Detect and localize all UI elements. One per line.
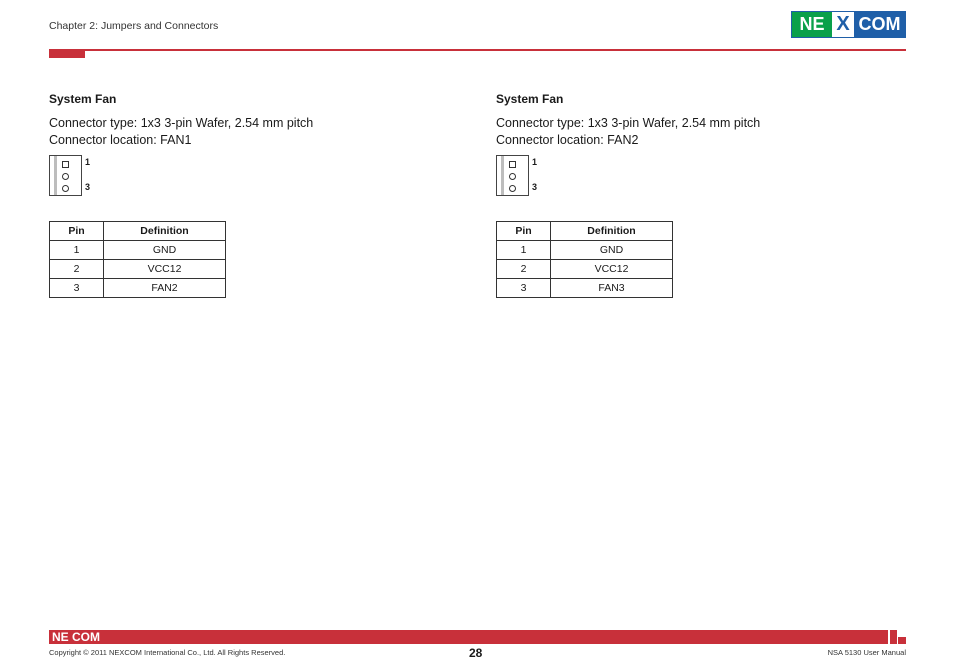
pin-definition-table xyxy=(49,221,226,298)
cell-pin: 2 xyxy=(50,260,104,279)
footer-square xyxy=(898,637,906,644)
footer-square xyxy=(890,637,897,644)
pin-label-last: 3 xyxy=(85,182,91,192)
table-row xyxy=(497,279,673,298)
cell-definition: FAN2 xyxy=(104,279,226,298)
header-tab xyxy=(49,49,85,58)
header-pin: Pin xyxy=(497,222,551,241)
pin-circle-icon xyxy=(62,173,69,180)
footer-square xyxy=(890,630,897,637)
table-row xyxy=(497,260,673,279)
cell-pin: 1 xyxy=(497,241,551,260)
table-row xyxy=(50,279,226,298)
connector-body xyxy=(49,155,82,196)
footer-logo: NE COM xyxy=(52,630,100,644)
manual-title: NSA 5130 User Manual xyxy=(827,648,906,657)
connector-rail xyxy=(501,156,504,195)
logo-com: COM xyxy=(854,12,905,37)
pin-square-icon xyxy=(509,161,516,168)
header-definition: Definition xyxy=(551,222,673,241)
header-pin: Pin xyxy=(50,222,104,241)
pin-circle-icon xyxy=(509,185,516,192)
cell-definition: VCC12 xyxy=(551,260,673,279)
cell-definition: VCC12 xyxy=(104,260,226,279)
cell-pin: 2 xyxy=(497,260,551,279)
cell-definition: GND xyxy=(104,241,226,260)
chapter-title: Chapter 2: Jumpers and Connectors xyxy=(49,20,219,32)
logo-x: X xyxy=(832,12,854,37)
connector-type: Connector type: 1x3 3-pin Wafer, 2.54 mm pitch xyxy=(496,116,761,130)
section-title: System Fan xyxy=(49,92,117,106)
pin-circle-icon xyxy=(62,185,69,192)
connector-location: Connector location: FAN1 xyxy=(49,133,192,147)
connector-rail xyxy=(54,156,57,195)
pin-circle-icon xyxy=(509,173,516,180)
page-number: 28 xyxy=(469,646,483,660)
section-fan2 xyxy=(496,92,896,294)
copyright-text: Copyright © 2011 NEXCOM International Co., Ltd. All Rights Reserved. xyxy=(49,648,286,657)
connector-diagram xyxy=(496,155,896,200)
connector-location: Connector location: FAN2 xyxy=(496,133,639,147)
pin-label-first: 1 xyxy=(532,157,538,167)
pin-label-last: 3 xyxy=(532,182,538,192)
logo-ne: NE xyxy=(792,12,832,37)
section-title: System Fan xyxy=(496,92,564,106)
table-row xyxy=(50,260,226,279)
cell-pin: 3 xyxy=(497,279,551,298)
table-header-row xyxy=(50,222,226,241)
cell-pin: 3 xyxy=(50,279,104,298)
table-row xyxy=(50,241,226,260)
nexcom-logo xyxy=(791,11,906,38)
connector-body xyxy=(496,155,529,196)
pin-definition-table xyxy=(496,221,673,298)
header-definition: Definition xyxy=(104,222,226,241)
table-header-row xyxy=(497,222,673,241)
connector-type: Connector type: 1x3 3-pin Wafer, 2.54 mm pitch xyxy=(49,116,314,130)
pin-square-icon xyxy=(62,161,69,168)
cell-pin: 1 xyxy=(50,241,104,260)
table-row xyxy=(497,241,673,260)
pin-label-first: 1 xyxy=(85,157,91,167)
connector-diagram xyxy=(49,155,449,200)
section-fan1 xyxy=(49,92,449,294)
cell-definition: GND xyxy=(551,241,673,260)
header-divider xyxy=(49,49,906,51)
cell-definition: FAN3 xyxy=(551,279,673,298)
footer-bar xyxy=(49,630,888,644)
